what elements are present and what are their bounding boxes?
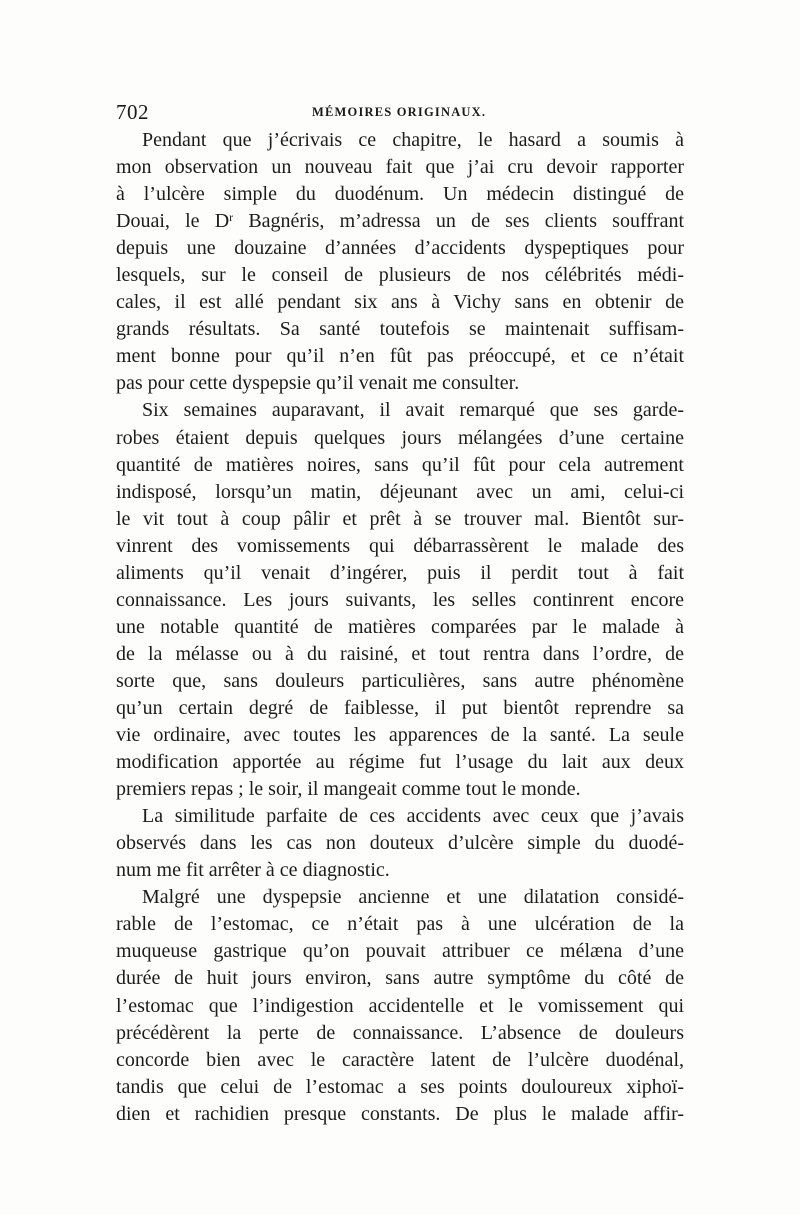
- text-line: Pendant que j’écrivais ce chapitre, le hasard a soumis à: [142, 129, 684, 151]
- text-line: pas pour cette dyspepsie qu’il venait me consulter.: [116, 372, 520, 395]
- text-line: mon observation un nouveau fait que j’ai cru devoir rapporter: [116, 156, 684, 179]
- text-line: connaissance. Les jours suivants, les selles continrent encore: [116, 588, 684, 611]
- text-line: rable de l’estomac, ce n’était pas à une ulcération de la: [116, 913, 684, 936]
- paragraph: [116, 803, 684, 884]
- text-line: lesquels, sur le conseil de plusieurs de nos célébrités médi-: [116, 264, 684, 287]
- text-line: concorde bien avec le caractère latent de l’ulcère duodénal,: [116, 1048, 684, 1071]
- text-line: premiers repas ; le soir, il mangeait comme tout le monde.: [116, 778, 581, 801]
- text-line: depuis une douzaine d’années d’accidents dyspeptiques pour: [116, 237, 684, 260]
- text-line: aliments qu’il venait d’ingérer, puis il perdit tout à fait: [116, 561, 684, 584]
- superscript: r: [229, 210, 234, 225]
- text-line: Six semaines auparavant, il avait remarqué que ses garde-: [142, 399, 684, 422]
- text-line: vie ordinaire, avec toutes les apparences de la santé. La seule: [116, 724, 684, 747]
- text-line: tandis que celui de l’estomac a ses points douloureux xiphoï-: [116, 1075, 684, 1098]
- paragraph: [116, 884, 684, 1127]
- paragraph: [116, 127, 684, 397]
- text-line: qu’un certain degré de faiblesse, il put bientôt reprendre sa: [116, 696, 684, 719]
- text-line: sorte que, sans douleurs particulières, sans autre phénomène: [116, 669, 684, 692]
- text-line: cales, il est allé pendant six ans à Vichy sans en obtenir de: [116, 291, 684, 314]
- text-line: observés dans les cas non douteux d’ulcère simple du duodé-: [116, 832, 684, 855]
- text-line: Malgré une dyspepsie ancienne et une dilatation considé-: [142, 886, 684, 909]
- body-text: [116, 127, 684, 1128]
- paragraph: [116, 397, 684, 803]
- text-line: l’estomac que l’indigestion accidentelle et le vomissement qui: [116, 994, 684, 1017]
- text-line: dien et rachidien presque constants. De plus le malade affir-: [116, 1102, 684, 1125]
- text-line-with-superscript: Douai, le $D^r$ Bagnéris, m’adressa un de ses clients souffrant: [116, 210, 684, 233]
- running-head: MÉMOIRES ORIGINAUX.: [312, 105, 487, 119]
- text-line: à l’ulcère simple du duodénum. Un médecin distingué de: [116, 183, 684, 206]
- text-line: de la mélasse ou à du raisiné, et tout rentra dans l’ordre, de: [116, 642, 684, 665]
- text-line: ment bonne pour qu’il n’en fût pas préoccupé, et ce n’était: [116, 345, 684, 368]
- text-line: quantité de matières noires, sans qu’il fût pour cela autrement: [116, 453, 684, 476]
- text-line: modification apportée au régime fut l’usage du lait aux deux: [116, 751, 684, 774]
- page-header: [116, 100, 686, 124]
- text-line: indisposé, lorsqu’un matin, déjeunant avec un ami, celui-ci: [116, 480, 684, 503]
- text-line: précédèrent la perte de connaissance. L’absence de douleurs: [116, 1021, 684, 1044]
- text-line: le vit tout à coup pâlir et prêt à se trouver mal. Bientôt sur-: [116, 507, 684, 530]
- text-line: vinrent des vomissements qui débarrassèrent le malade des: [116, 534, 684, 557]
- text-line: grands résultats. Sa santé toutefois se maintenait suffisam-: [116, 318, 684, 341]
- text-line: num me fit arrêter à ce diagnostic.: [116, 859, 390, 882]
- text-line: La similitude parfaite de ces accidents avec ceux que j’avais: [142, 805, 684, 828]
- page-number: 702: [116, 100, 149, 124]
- text-line: muqueuse gastrique qu’on pouvait attribuer ce mélæna d’une: [116, 940, 684, 963]
- text-line: robes étaient depuis quelques jours mélangées d’une certaine: [116, 426, 684, 449]
- text-line: une notable quantité de matières comparées par le malade à: [116, 615, 684, 638]
- text-line: durée de huit jours environ, sans autre symptôme du côté de: [116, 967, 684, 990]
